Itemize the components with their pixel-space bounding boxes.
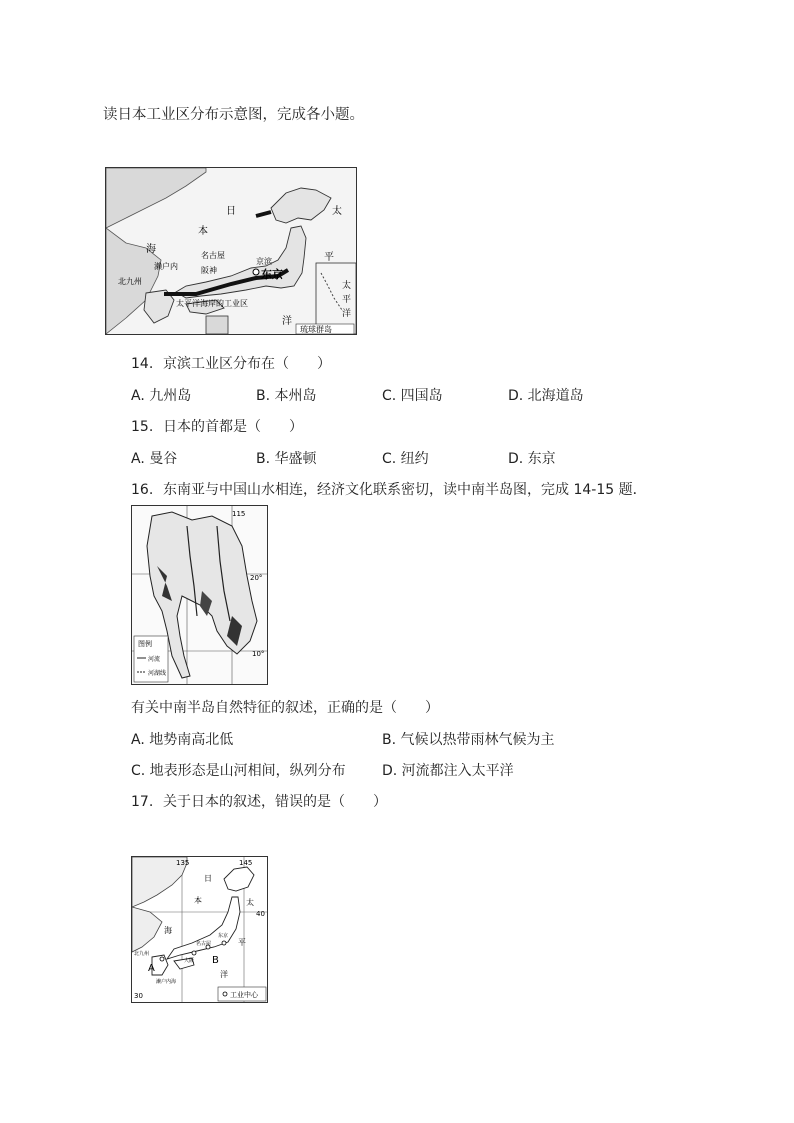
label-115: 115 — [232, 510, 246, 518]
label-osaka: 大阪 — [184, 958, 195, 964]
q17-stem: 关于日本的叙述，错误的是（ ） — [163, 794, 387, 810]
hokkaido-shape — [271, 188, 331, 223]
q14-stem: 京滨工业区分布在（ ） — [163, 356, 331, 372]
inset-box-2 — [206, 316, 228, 334]
q15-stem: 日本的首都是（ ） — [163, 419, 303, 435]
q15-option-b[interactable]: B. 华盛顿 — [256, 451, 317, 467]
q16-number: 16. — [131, 482, 154, 498]
q16-question: 有关中南半岛自然特征的叙述，正确的是（ ） — [131, 700, 439, 716]
label-ping2: 平 — [342, 295, 352, 305]
label-ben: 本 — [198, 226, 208, 237]
q14-option-d[interactable]: D. 北海道岛 — [508, 388, 584, 404]
japan-centers-map — [131, 856, 268, 1003]
label-ryukyu: 琉球群岛 — [300, 325, 332, 334]
q15-number: 15. — [131, 419, 154, 435]
hokkaido-industry — [256, 212, 271, 216]
q17-number: 17. — [131, 794, 154, 810]
indochina-map-svg — [132, 506, 267, 684]
legend-river: 河流 — [148, 656, 161, 663]
label-pacific-belt: 太平洋海岸的工业区 — [176, 299, 248, 308]
label-ri: 日 — [204, 874, 212, 883]
q15-option-c[interactable]: C. 纽约 — [382, 451, 429, 467]
ryukyu-chain — [321, 273, 342, 310]
label-nagoya: 名古屋 — [196, 941, 212, 947]
q14-option-b[interactable]: B. 本州岛 — [256, 388, 317, 404]
label-kitakyushu: 北九州 — [118, 277, 142, 286]
label-ping: 平 — [238, 938, 246, 947]
label-kitakyushu: 北九州 — [134, 951, 150, 957]
legend-title: 图例 — [138, 640, 152, 648]
q15-stem-row — [131, 416, 303, 436]
tokyo-marker — [253, 269, 259, 275]
q16-option-a[interactable]: A. 地势南高北低 — [131, 732, 234, 748]
center-kitakyushu — [160, 957, 164, 961]
q16-option-d[interactable]: D. 河流都注入太平洋 — [382, 763, 514, 779]
label-145: 145 — [239, 859, 253, 867]
label-nagoya: 名古屋 — [201, 251, 225, 260]
q16-stem: 东南亚与中国山水相连，经济文化联系密切，读中南半岛图，完成 14-15 题． — [163, 482, 647, 498]
label-yang: 洋 — [220, 970, 228, 979]
label-10deg: 10° — [252, 650, 265, 658]
q15-option-a[interactable]: A. 曼谷 — [131, 451, 178, 467]
label-seto: 濑户内 — [154, 262, 178, 271]
q15-option-d[interactable]: D. 东京 — [508, 451, 556, 467]
q14-option-c[interactable]: C. 四国岛 — [382, 388, 443, 404]
honshu — [167, 897, 240, 959]
label-ben: 本 — [194, 896, 202, 905]
q16-stem-row — [131, 479, 647, 499]
q16-option-b[interactable]: B. 气候以热带雨林气候为主 — [382, 732, 555, 748]
label-30: 30 — [134, 992, 143, 1000]
q14-stem-row — [131, 353, 331, 373]
label-hai: 海 — [146, 244, 156, 255]
intro-text: 读日本工业区分布示意图，完成各小题。 — [103, 107, 364, 123]
label-tokyo: 东京 — [261, 268, 283, 281]
label-yang: 洋 — [282, 316, 292, 327]
hokkaido — [224, 867, 254, 891]
label-hai: 海 — [164, 926, 172, 935]
label-20deg: 20° — [250, 574, 263, 582]
q17-stem-row — [131, 791, 387, 811]
label-tai2: 太 — [342, 281, 352, 291]
label-keihin: 京滨 — [256, 257, 272, 266]
honshu-shape — [176, 226, 306, 298]
label-b: B — [212, 955, 219, 966]
korea — [132, 907, 162, 952]
japan-industrial-map-svg — [106, 168, 356, 334]
q14-number: 14. — [131, 356, 154, 372]
label-ping: 平 — [324, 252, 334, 263]
legend-label: 工业中心 — [230, 991, 258, 999]
label-tai: 太 — [332, 206, 342, 217]
q14-option-a[interactable]: A. 九州岛 — [131, 388, 192, 404]
label-hanshin: 阪神 — [201, 266, 217, 275]
label-seto: 濑户内海 — [156, 979, 177, 985]
indochina-map — [131, 505, 268, 685]
q16-option-c[interactable]: C. 地表形态是山河相间，纵列分布 — [131, 763, 346, 779]
legend-marker — [223, 992, 227, 996]
japan-centers-map-svg — [132, 857, 267, 1002]
label-tai: 太 — [246, 898, 254, 907]
label-ri: 日 — [226, 206, 236, 217]
label-a: A — [148, 963, 155, 974]
japan-industrial-map — [105, 167, 357, 335]
legend-boundary: 河湖线 — [148, 670, 167, 677]
label-tokyo: 东京 — [218, 933, 229, 939]
label-40: 40 — [256, 910, 265, 918]
center-osaka — [192, 951, 196, 955]
label-135: 135 — [176, 859, 190, 867]
center-tokyo — [222, 941, 226, 945]
label-yang2: 洋 — [342, 309, 352, 319]
